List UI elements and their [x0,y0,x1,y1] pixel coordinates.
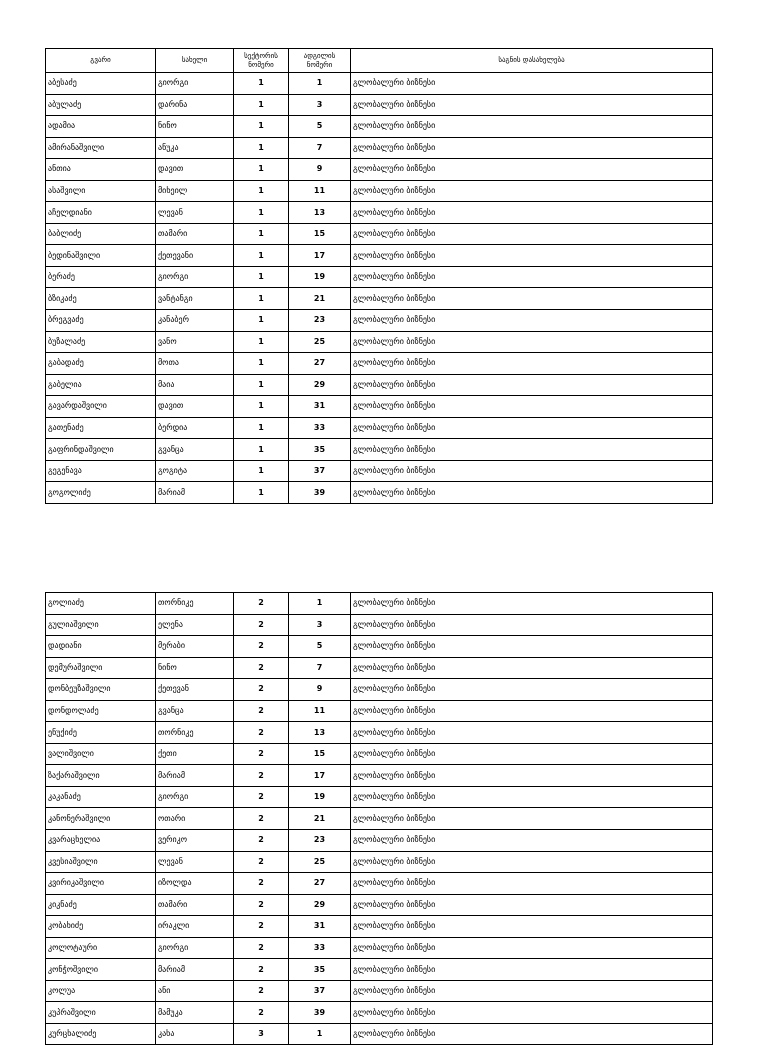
cell-name: ქეთევანი [156,245,234,267]
table-row [46,937,713,959]
cell-subject: გლობალური ბიზნესი [351,482,713,504]
cell-sector: 3 [234,1023,289,1045]
table-row [46,310,713,332]
table-row [46,1023,713,1045]
cell-seat: 17 [289,765,351,787]
table-row [46,331,713,353]
cell-seat: 3 [289,94,351,116]
cell-seat: 25 [289,331,351,353]
cell-seat: 17 [289,245,351,267]
table-row [46,137,713,159]
cell-seat: 37 [289,980,351,1002]
cell-name: ვანო [156,331,234,353]
cell-subject: გლობალური ბიზნესი [351,636,713,658]
table-row [46,894,713,916]
table-row [46,202,713,224]
cell-name: გიორგი [156,937,234,959]
cell-surname: გოლიაძე [46,593,156,615]
cell-surname: ვალიშვილი [46,743,156,765]
cell-name: ანუკა [156,137,234,159]
cell-seat: 15 [289,223,351,245]
cell-seat: 23 [289,310,351,332]
cell-subject: გლობალური ბიზნესი [351,873,713,895]
cell-subject: გლობალური ბიზნესი [351,288,713,310]
table-row [46,266,713,288]
table-row [46,1002,713,1024]
table-row [46,353,713,375]
table-row [46,439,713,461]
cell-name: დარინა [156,94,234,116]
cell-surname: ბედინაშვილი [46,245,156,267]
table-row [46,830,713,852]
cell-seat: 31 [289,916,351,938]
cell-sector: 2 [234,894,289,916]
cell-seat: 29 [289,374,351,396]
cell-seat: 23 [289,830,351,852]
cell-surname: გოგოლიძე [46,482,156,504]
cell-sector: 1 [234,266,289,288]
cell-surname: კიკნაძე [46,894,156,916]
table-row [46,159,713,181]
cell-seat: 9 [289,679,351,701]
cell-subject: გლობალური ბიზნესი [351,331,713,353]
cell-surname: ადამია [46,116,156,138]
cell-sector: 2 [234,722,289,744]
cell-subject: გლობალური ბიზნესი [351,1002,713,1024]
cell-seat: 1 [289,593,351,615]
cell-surname: კოლოტაური [46,937,156,959]
cell-seat: 29 [289,894,351,916]
cell-subject: გლობალური ბიზნესი [351,679,713,701]
table-row [46,851,713,873]
cell-surname: გულიაშვილი [46,614,156,636]
cell-subject: გლობალური ბიზნესი [351,266,713,288]
table-row [46,223,713,245]
cell-seat: 7 [289,137,351,159]
table-row [46,722,713,744]
cell-subject: გლობალური ბიზნესი [351,396,713,418]
header-seat: ადგილის ნომერი [289,49,351,73]
cell-name: დავით [156,159,234,181]
cell-subject: გლობალური ბიზნესი [351,851,713,873]
cell-seat: 27 [289,353,351,375]
cell-surname: კონჭოშვილი [46,959,156,981]
cell-subject: გლობალური ბიზნესი [351,980,713,1002]
cell-surname: აბულაძე [46,94,156,116]
cell-name: მარიამ [156,482,234,504]
cell-sector: 2 [234,786,289,808]
cell-seat: 5 [289,636,351,658]
cell-name: ირაკლი [156,916,234,938]
cell-sector: 2 [234,657,289,679]
cell-surname: დონბეუზაშვილი [46,679,156,701]
header-name: სახელი [156,49,234,73]
cell-surname: დონდოლაძე [46,700,156,722]
cell-subject: გლობალური ბიზნესი [351,137,713,159]
cell-subject: გლობალური ბიზნესი [351,614,713,636]
cell-name: გვანცა [156,439,234,461]
cell-seat: 13 [289,202,351,224]
cell-seat: 7 [289,657,351,679]
table-row [46,916,713,938]
table-row [46,288,713,310]
cell-sector: 1 [234,202,289,224]
cell-surname: დადიანი [46,636,156,658]
cell-name: მერაბი [156,636,234,658]
table-row [46,73,713,95]
header-row [46,49,713,73]
cell-surname: კაკანაძე [46,786,156,808]
cell-surname: კვირიკაშვილი [46,873,156,895]
cell-seat: 25 [289,851,351,873]
cell-name: გიორგი [156,73,234,95]
cell-sector: 2 [234,1002,289,1024]
table-row [46,417,713,439]
cell-sector: 1 [234,94,289,116]
cell-subject: გლობალური ბიზნესი [351,916,713,938]
cell-sector: 1 [234,374,289,396]
cell-name: ლევან [156,202,234,224]
cell-name: ვანტანგი [156,288,234,310]
cell-sector: 1 [234,245,289,267]
cell-subject: გლობალური ბიზნესი [351,94,713,116]
table-row [46,700,713,722]
cell-surname: კვარაცხელია [46,830,156,852]
table-row [46,116,713,138]
cell-surname: ანთია [46,159,156,181]
cell-sector: 1 [234,353,289,375]
cell-seat: 9 [289,159,351,181]
cell-seat: 3 [289,614,351,636]
cell-surname: კანონერაშვილი [46,808,156,830]
cell-name: ნინო [156,116,234,138]
table-row [46,245,713,267]
cell-seat: 11 [289,700,351,722]
cell-subject: გლობალური ბიზნესი [351,894,713,916]
cell-name: გიორგი [156,786,234,808]
cell-name: თორნიკე [156,593,234,615]
cell-name: ლევან [156,851,234,873]
cell-name: დავით [156,396,234,418]
table-row [46,460,713,482]
cell-seat: 11 [289,180,351,202]
cell-sector: 1 [234,396,289,418]
cell-subject: გლობალური ბიზნესი [351,657,713,679]
table-row [46,959,713,981]
cell-name: თორნიკე [156,722,234,744]
table-row [46,786,713,808]
cell-sector: 2 [234,916,289,938]
cell-sector: 2 [234,765,289,787]
cell-name: მარიამ [156,959,234,981]
cell-sector: 1 [234,159,289,181]
table-row [46,873,713,895]
cell-name: ნინო [156,657,234,679]
cell-subject: გლობალური ბიზნესი [351,202,713,224]
cell-seat: 19 [289,266,351,288]
cell-subject: გლობალური ბიზნესი [351,353,713,375]
cell-subject: გლობალური ბიზნესი [351,593,713,615]
cell-sector: 2 [234,593,289,615]
cell-name: მიხეილ [156,180,234,202]
cell-name: გოგიტა [156,460,234,482]
table-row [46,743,713,765]
cell-seat: 33 [289,937,351,959]
cell-sector: 2 [234,873,289,895]
cell-surname: ბუზალაძე [46,331,156,353]
cell-name: გიორგი [156,266,234,288]
cell-subject: გლობალური ბიზნესი [351,245,713,267]
cell-sector: 1 [234,460,289,482]
cell-sector: 1 [234,180,289,202]
cell-subject: გლობალური ბიზნესი [351,310,713,332]
cell-seat: 31 [289,396,351,418]
cell-seat: 19 [289,786,351,808]
cell-name: მარიამ [156,765,234,787]
cell-subject: გლობალური ბიზნესი [351,223,713,245]
cell-surname: ამირანაშვილი [46,137,156,159]
cell-sector: 1 [234,331,289,353]
cell-sector: 1 [234,137,289,159]
cell-name: მოთა [156,353,234,375]
cell-sector: 2 [234,851,289,873]
table-row [46,94,713,116]
cell-subject: გლობალური ბიზნესი [351,116,713,138]
cell-sector: 2 [234,959,289,981]
cell-name: თამარი [156,223,234,245]
cell-sector: 2 [234,980,289,1002]
cell-sector: 2 [234,636,289,658]
cell-name: მამუკა [156,1002,234,1024]
cell-name: თამარი [156,894,234,916]
cell-surname: გაბელია [46,374,156,396]
cell-sector: 2 [234,937,289,959]
cell-subject: გლობალური ბიზნესი [351,808,713,830]
cell-name: მაია [156,374,234,396]
cell-subject: გლობალური ბიზნესი [351,460,713,482]
cell-surname: კუპრაშვილი [46,1002,156,1024]
cell-name: ქეთი [156,743,234,765]
cell-seat: 5 [289,116,351,138]
cell-subject: გლობალური ბიზნესი [351,830,713,852]
cell-surname: ბრეგვაძე [46,310,156,332]
cell-surname: კოლუა [46,980,156,1002]
cell-surname: გავარდაშვილი [46,396,156,418]
table-row [46,808,713,830]
table-row [46,679,713,701]
header-surname: გვარი [46,49,156,73]
cell-subject: გლობალური ბიზნესი [351,417,713,439]
cell-surname: ზაქარაშვილი [46,765,156,787]
table-row [46,374,713,396]
cell-sector: 2 [234,700,289,722]
cell-sector: 2 [234,808,289,830]
cell-seat: 37 [289,460,351,482]
cell-seat: 39 [289,1002,351,1024]
cell-subject: გლობალური ბიზნესი [351,722,713,744]
table-row [46,180,713,202]
cell-subject: გლობალური ბიზნესი [351,439,713,461]
cell-subject: გლობალური ბიზნესი [351,1023,713,1045]
cell-name: კახა [156,1023,234,1045]
cell-sector: 2 [234,614,289,636]
cell-sector: 1 [234,417,289,439]
cell-surname: გაბადაძე [46,353,156,375]
cell-name: ვერიკო [156,830,234,852]
seating-table-1 [45,48,713,504]
table-row [46,482,713,504]
table-row [46,657,713,679]
cell-seat: 1 [289,1023,351,1045]
cell-seat: 39 [289,482,351,504]
header-subject: საგნის დასახელება [351,49,713,73]
cell-subject: გლობალური ბიზნესი [351,73,713,95]
cell-seat: 35 [289,439,351,461]
cell-subject: გლობალური ბიზნესი [351,959,713,981]
cell-name: ოთარი [156,808,234,830]
cell-subject: გლობალური ბიზნესი [351,180,713,202]
cell-surname: კურცხალიძე [46,1023,156,1045]
cell-name: გვანცა [156,700,234,722]
cell-surname: დემურაშვილი [46,657,156,679]
cell-subject: გლობალური ბიზნესი [351,700,713,722]
cell-name: ბერდია [156,417,234,439]
seating-table-2 [45,592,713,1045]
cell-surname: კვესიაშვილი [46,851,156,873]
cell-name: ანი [156,980,234,1002]
cell-seat: 15 [289,743,351,765]
cell-sector: 2 [234,679,289,701]
cell-name: იზოლდა [156,873,234,895]
table-row [46,396,713,418]
cell-sector: 1 [234,482,289,504]
cell-surname: ასაშვილი [46,180,156,202]
cell-subject: გლობალური ბიზნესი [351,374,713,396]
cell-subject: გლობალური ბიზნესი [351,937,713,959]
cell-name: ელენა [156,614,234,636]
cell-subject: გლობალური ბიზნესი [351,159,713,181]
cell-surname: აჩელდიანი [46,202,156,224]
cell-seat: 35 [289,959,351,981]
table-1-body [46,73,713,504]
cell-sector: 2 [234,830,289,852]
cell-seat: 33 [289,417,351,439]
cell-surname: კობახიძე [46,916,156,938]
cell-sector: 1 [234,223,289,245]
table-row [46,765,713,787]
cell-subject: გლობალური ბიზნესი [351,743,713,765]
cell-name: ქეთევან [156,679,234,701]
table-2-body [46,593,713,1045]
cell-sector: 2 [234,743,289,765]
cell-surname: გათენაძე [46,417,156,439]
cell-surname: გეგენავა [46,460,156,482]
cell-seat: 1 [289,73,351,95]
header-sector: სექტორის ნომერი [234,49,289,73]
cell-surname: გაფრინდაშვილი [46,439,156,461]
cell-name: კანაბერ [156,310,234,332]
cell-subject: გლობალური ბიზნესი [351,765,713,787]
table-row [46,980,713,1002]
cell-sector: 1 [234,116,289,138]
cell-seat: 21 [289,808,351,830]
cell-sector: 1 [234,73,289,95]
cell-sector: 1 [234,310,289,332]
table-row [46,636,713,658]
table-row [46,614,713,636]
cell-surname: ენუქიძე [46,722,156,744]
cell-surname: ბაბლიძე [46,223,156,245]
table-row [46,593,713,615]
cell-sector: 1 [234,439,289,461]
cell-seat: 27 [289,873,351,895]
cell-subject: გლობალური ბიზნესი [351,786,713,808]
cell-surname: აბესაძე [46,73,156,95]
cell-seat: 13 [289,722,351,744]
cell-surname: ბზიკაძე [46,288,156,310]
cell-sector: 1 [234,288,289,310]
cell-seat: 21 [289,288,351,310]
cell-surname: ბერაძე [46,266,156,288]
